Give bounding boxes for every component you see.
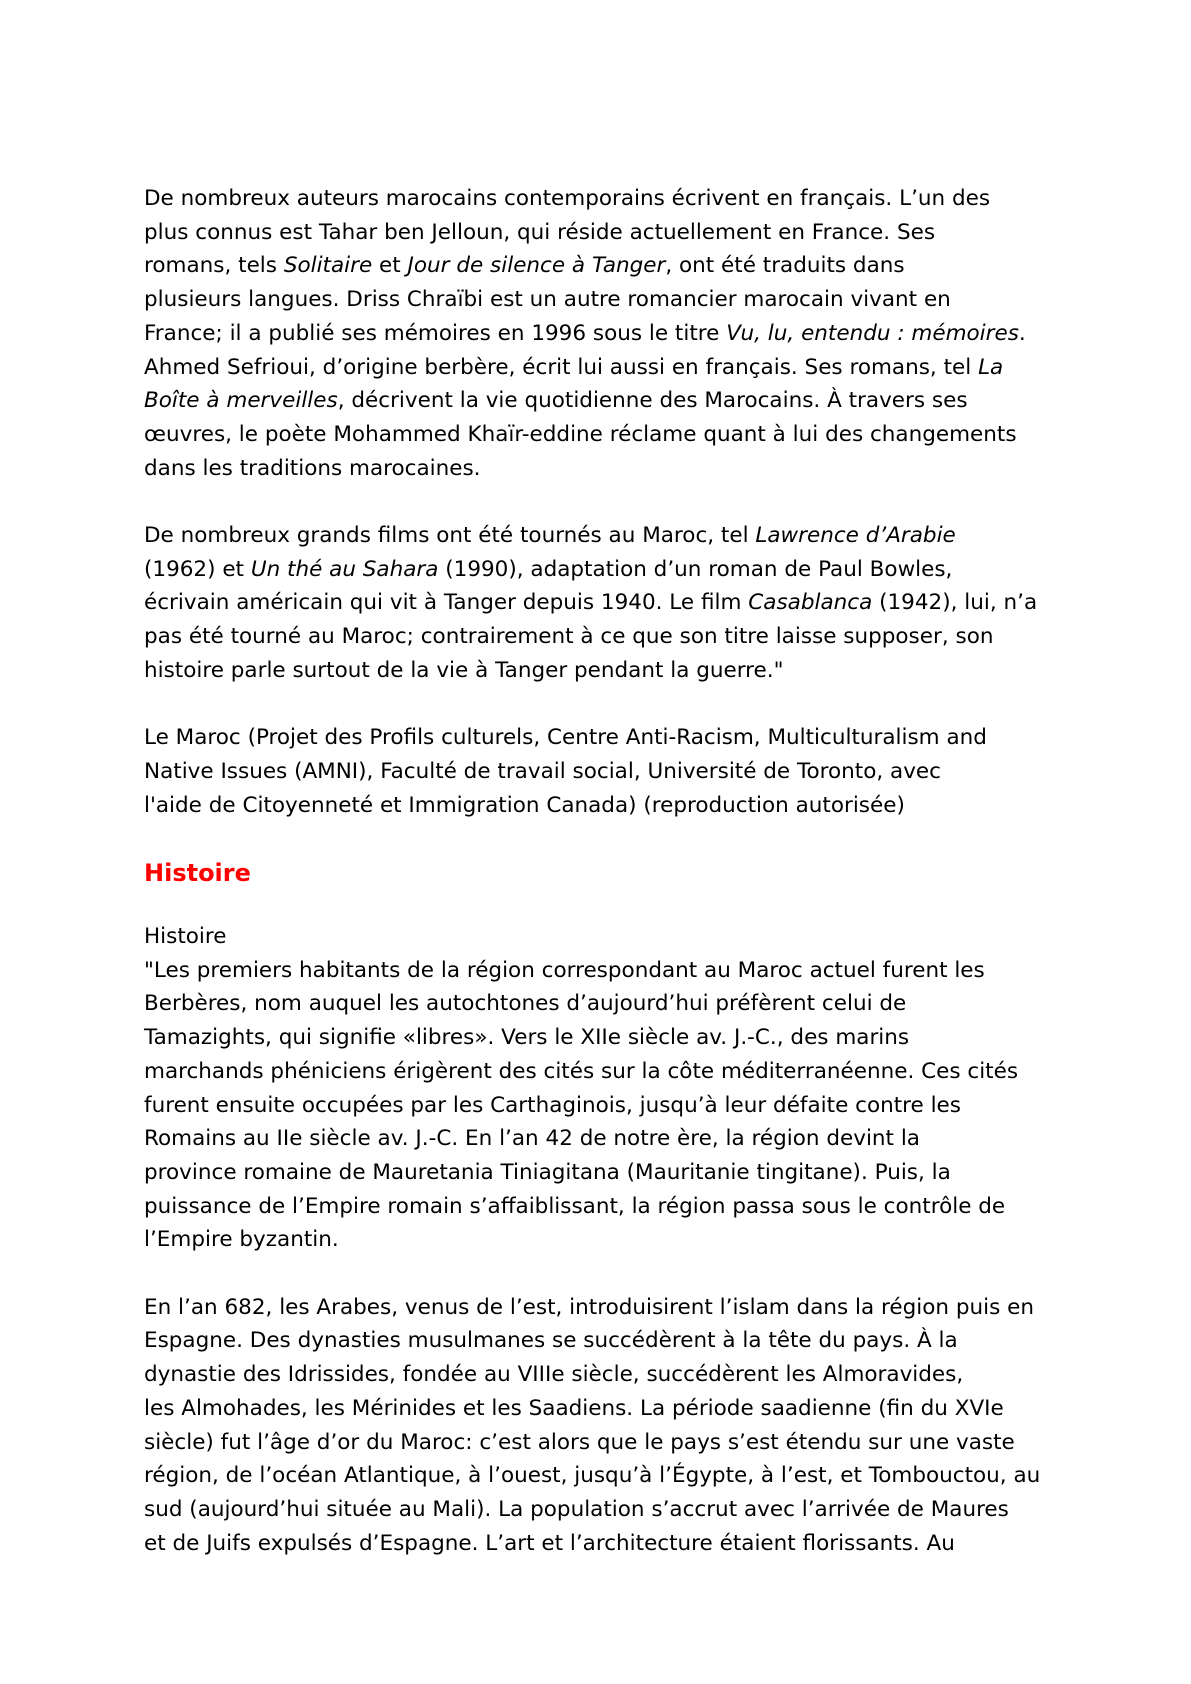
text-line: [144, 920, 1074, 954]
text-run: (1942), lui, n’a: [872, 590, 1038, 616]
italic-title: Jour de silence à Tanger: [407, 253, 666, 279]
text-line: [144, 283, 1074, 317]
text-line: [144, 1156, 1074, 1190]
text-run: et: [372, 253, 408, 279]
history-section: [144, 920, 1074, 1560]
text-line: [144, 249, 1074, 283]
text-line: [144, 987, 1074, 1021]
text-run: province romaine de Mauretania Tiniagitana (Mauritanie tingitane). Puis, la: [144, 1159, 951, 1185]
text-run: les Almohades, les Mérinides et les Saadiens. La période saadienne (fin du XVIe: [144, 1395, 1004, 1421]
text-run: Espagne. Des dynasties musulmanes se succédèrent à la tête du pays. À la: [144, 1328, 958, 1354]
text-line: [144, 654, 1074, 688]
italic-title: La: [978, 354, 1004, 380]
section-heading: Histoire: [144, 859, 251, 888]
text-run: furent ensuite occupées par les Carthaginois, jusqu’à leur défaite contre les: [144, 1092, 961, 1118]
text-run: "Les premiers habitants de la région correspondant au Maroc actuel furent les: [144, 957, 985, 983]
text-line: [144, 1190, 1074, 1224]
text-run: , ont été traduits dans: [665, 253, 905, 279]
text-line: [144, 1089, 1074, 1123]
text-line: [144, 1527, 1074, 1561]
text-run: (1962) et: [144, 556, 251, 582]
italic-title: Vu, lu, entendu : mémoires: [726, 320, 1019, 346]
text-line: [144, 1392, 1074, 1426]
text-run: sud (aujourd’hui située au Mali). La population s’accrut avec l’arrivée de Maures: [144, 1496, 1009, 1522]
intro-section: [144, 182, 1074, 822]
text-line: [144, 1055, 1074, 1089]
text-run: marchands phéniciens érigèrent des cités sur la côte méditerranéenne. Ces cités: [144, 1058, 1019, 1084]
text-line: [144, 418, 1074, 452]
text-line: [144, 1291, 1074, 1325]
text-run: pas été tourné au Maroc; contrairement à ce que son titre laisse supposer, son: [144, 624, 994, 650]
text-line: [144, 452, 1074, 486]
paragraph: [144, 721, 1074, 822]
text-line: [144, 789, 1074, 823]
text-line: [144, 317, 1074, 351]
italic-title: Lawrence d’Arabie: [755, 523, 956, 549]
text-line: [144, 1223, 1074, 1257]
text-line: [144, 216, 1074, 250]
text-run: plus connus est Tahar ben Jelloun, qui réside actuellement en France. Ses: [144, 219, 936, 245]
text-run: France; il a publié ses mémoires en 1996 sous le titre: [144, 320, 727, 346]
text-run: , décrivent la vie quotidienne des Marocains. À travers ses: [337, 388, 968, 414]
text-line: [144, 1459, 1074, 1493]
paragraph: [144, 1291, 1074, 1561]
text-run: dans les traditions marocaines.: [144, 455, 481, 481]
paragraph: [144, 920, 1074, 1257]
text-line: [144, 1324, 1074, 1358]
text-run: romans, tels: [144, 253, 284, 279]
text-run: Native Issues (AMNI), Faculté de travail social, Université de Toronto, avec: [144, 758, 941, 784]
text-line: [144, 1122, 1074, 1156]
text-line: [144, 1358, 1074, 1392]
text-run: dynastie des Idrissides, fondée au VIIIe siècle, succédèrent les Almoravides,: [144, 1362, 964, 1388]
text-run: Le Maroc (Projet des Profils culturels, Centre Anti-Racism, Multiculturalism and: [144, 725, 987, 751]
italic-title: Solitaire: [283, 253, 373, 279]
text-run: Ahmed Sefrioui, d’origine berbère, écrit lui aussi en français. Ses romans, tel: [144, 354, 979, 380]
text-run: région, de l’océan Atlantique, à l’ouest, jusqu’à l’Égypte, à l’est, et Tombouctou, au: [144, 1463, 1041, 1489]
italic-title: Casablanca: [748, 590, 873, 616]
paragraph: [144, 519, 1074, 688]
text-line: [144, 182, 1074, 216]
paragraph: [144, 182, 1074, 485]
text-run: l'aide de Citoyenneté et Immigration Canada) (reproduction autorisée): [144, 792, 905, 818]
text-line: [144, 519, 1074, 553]
text-run: .: [1018, 320, 1026, 346]
text-run: plusieurs langues. Driss Chraïbi est un autre romancier marocain vivant en: [144, 287, 951, 313]
text-run: histoire parle surtout de la vie à Tanger pendant la guerre.": [144, 657, 784, 683]
text-run: Tamazights, qui signifie «libres». Vers le XIIe siècle av. J.-C., des marins: [144, 1025, 910, 1051]
italic-title: Boîte à merveilles: [144, 388, 338, 414]
text-line: [144, 1426, 1074, 1460]
text-line: [144, 1493, 1074, 1527]
text-run: Berbères, nom auquel les autochtones d’aujourd’hui préfèrent celui de: [144, 991, 907, 1017]
text-run: et de Juifs expulsés d’Espagne. L’art et l’architecture étaient florissants. Au: [144, 1530, 955, 1556]
text-line: [144, 384, 1074, 418]
text-run: l’Empire byzantin.: [144, 1227, 339, 1253]
document-page: [144, 182, 1074, 1594]
text-run: œuvres, le poète Mohammed Khaïr-eddine réclame quant à lui des changements: [144, 421, 1017, 447]
text-line: [144, 351, 1074, 385]
text-run: (1990), adaptation d’un roman de Paul Bowles,: [438, 556, 953, 582]
italic-title: Un thé au Sahara: [250, 556, 439, 582]
text-run: puissance de l’Empire romain s’affaiblissant, la région passa sous le contrôle de: [144, 1193, 1006, 1219]
text-run: En l’an 682, les Arabes, venus de l’est, introduisirent l’islam dans la région puis en: [144, 1294, 1034, 1320]
text-line: [144, 620, 1074, 654]
text-line: [144, 586, 1074, 620]
text-run: siècle) fut l’âge d’or du Maroc: c’est alors que le pays s’est étendu sur une vaste: [144, 1429, 1015, 1455]
text-line: [144, 755, 1074, 789]
text-run: De nombreux grands films ont été tournés au Maroc, tel: [144, 523, 756, 549]
text-run: Romains au IIe siècle av. J.-C. En l’an 42 de notre ère, la région devint la: [144, 1126, 920, 1152]
text-line: [144, 954, 1074, 988]
text-line: [144, 553, 1074, 587]
text-run: De nombreux auteurs marocains contemporains écrivent en français. L’un des: [144, 186, 991, 211]
text-run: Histoire: [144, 924, 227, 950]
text-run: écrivain américain qui vit à Tanger depuis 1940. Le film: [144, 590, 749, 616]
text-line: [144, 721, 1074, 755]
text-line: [144, 1021, 1074, 1055]
